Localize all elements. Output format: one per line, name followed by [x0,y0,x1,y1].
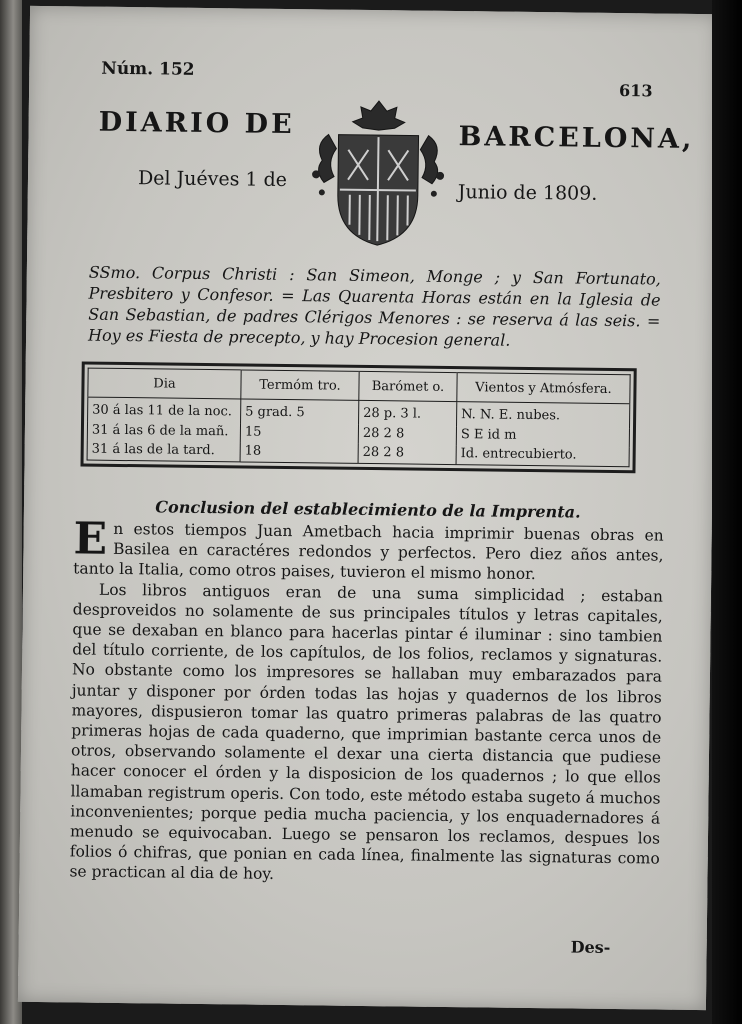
cell-thermometer: 15 [240,423,358,444]
issue-number: Núm. 152 [101,58,195,80]
background-edge [712,0,742,1024]
weather-table [80,361,636,473]
cell-barometer: 28 p. 3 l. [359,400,457,425]
cell-winds: N. N. E. nubes. [461,407,561,424]
article-paragraph: n estos tiempos Juan Ametbach hacia imprimir buenas obras en Basilea en caractéres redondos y perfectos. Pero diez años antes, tanto la Italia, como otros paises, tuvieron el mismo honor. [73,519,664,584]
cell-winds: S E id m [460,426,517,443]
issue-date-left: Del Juéves 1 de [137,167,288,191]
column-header-thermometer: Termóm tro. [241,370,359,400]
article-body [69,513,664,889]
cell-day: 30 á las 11 de la noc. [88,397,241,423]
cell-thermometer: 5 grad. 5 [241,399,359,424]
cell-day: 31 á las 6 de la mañ. [87,421,240,442]
weather-table-grid [87,368,631,468]
cell-day: 31 á las de la tard. [87,440,240,462]
coat-of-arms-emblem [307,94,449,256]
cell-barometer: 28 2 8 [358,424,456,444]
article-paragraph: Los libros antiguos eran de una suma simplicidad ; estaban desproveidos no solamente de sus principales títulos y letras capitales, que se dexaban en blanco para hacerlas pintar é iluminar : sino tambien del título corriente, de los capítulos, de los folios, reclamos y signaturas. No obstante como los impresores se hallaban muy embarazados para juntar y disponer por órden todas las hojas y quadernos de los libros mayores, dispusieron tomar las quatro primeras palabras de las quatro primeras hojas de cada quaderno, que imprimian bastante cerca unos de otros, observando solamente el dexar una cierta distancia que pudiese hacer conocer el órden y la disposicion de los quadernos ; lo que ellos llamaban registrum operis. Con todo, este método estaba sugeto á muchos inconvenientes; porque pedia mucha paciencia, y los enquadernadores á menudo se equivocaban. Luego se pensaron los reclamos, despues los folios ó chifras, que ponian en cada línea, finalmente las signaturas como se practican al dia de hoy. [69,580,664,884]
newspaper-page [18,6,718,1010]
saints-of-the-day-notice: SSmo. Corpus Christi : San Simeon, Monge ; y San Fortunato, Presbitero y Confesor. = Las Quarenta Horas están en la Iglesia de San Sebastian, de padres Clérigos Menores : se reserva á las seis. = Hoy es Fiesta de precepto, y hay Procesion general. [87,262,661,350]
column-header-winds: Vientos y Atmósfera. [457,373,630,404]
page-number: 613 [619,81,653,101]
issue-date-right: Junio de 1809. [457,181,598,205]
masthead-title-right: BARCELONA, [458,121,695,155]
masthead-title-left: DIARIO DE [98,106,295,141]
cell-barometer: 28 2 8 [358,444,456,465]
column-header-barometer: Barómet o. [359,371,457,401]
cell-thermometer: 18 [240,442,358,463]
catchword: Des- [570,937,611,957]
drop-cap-letter: E [73,513,108,565]
article-heading: Conclusion del establecimiento de la Imprenta. [155,497,581,522]
column-header-day: Dia [88,368,241,399]
cell-winds: Id. entrecubierto. [460,445,577,463]
